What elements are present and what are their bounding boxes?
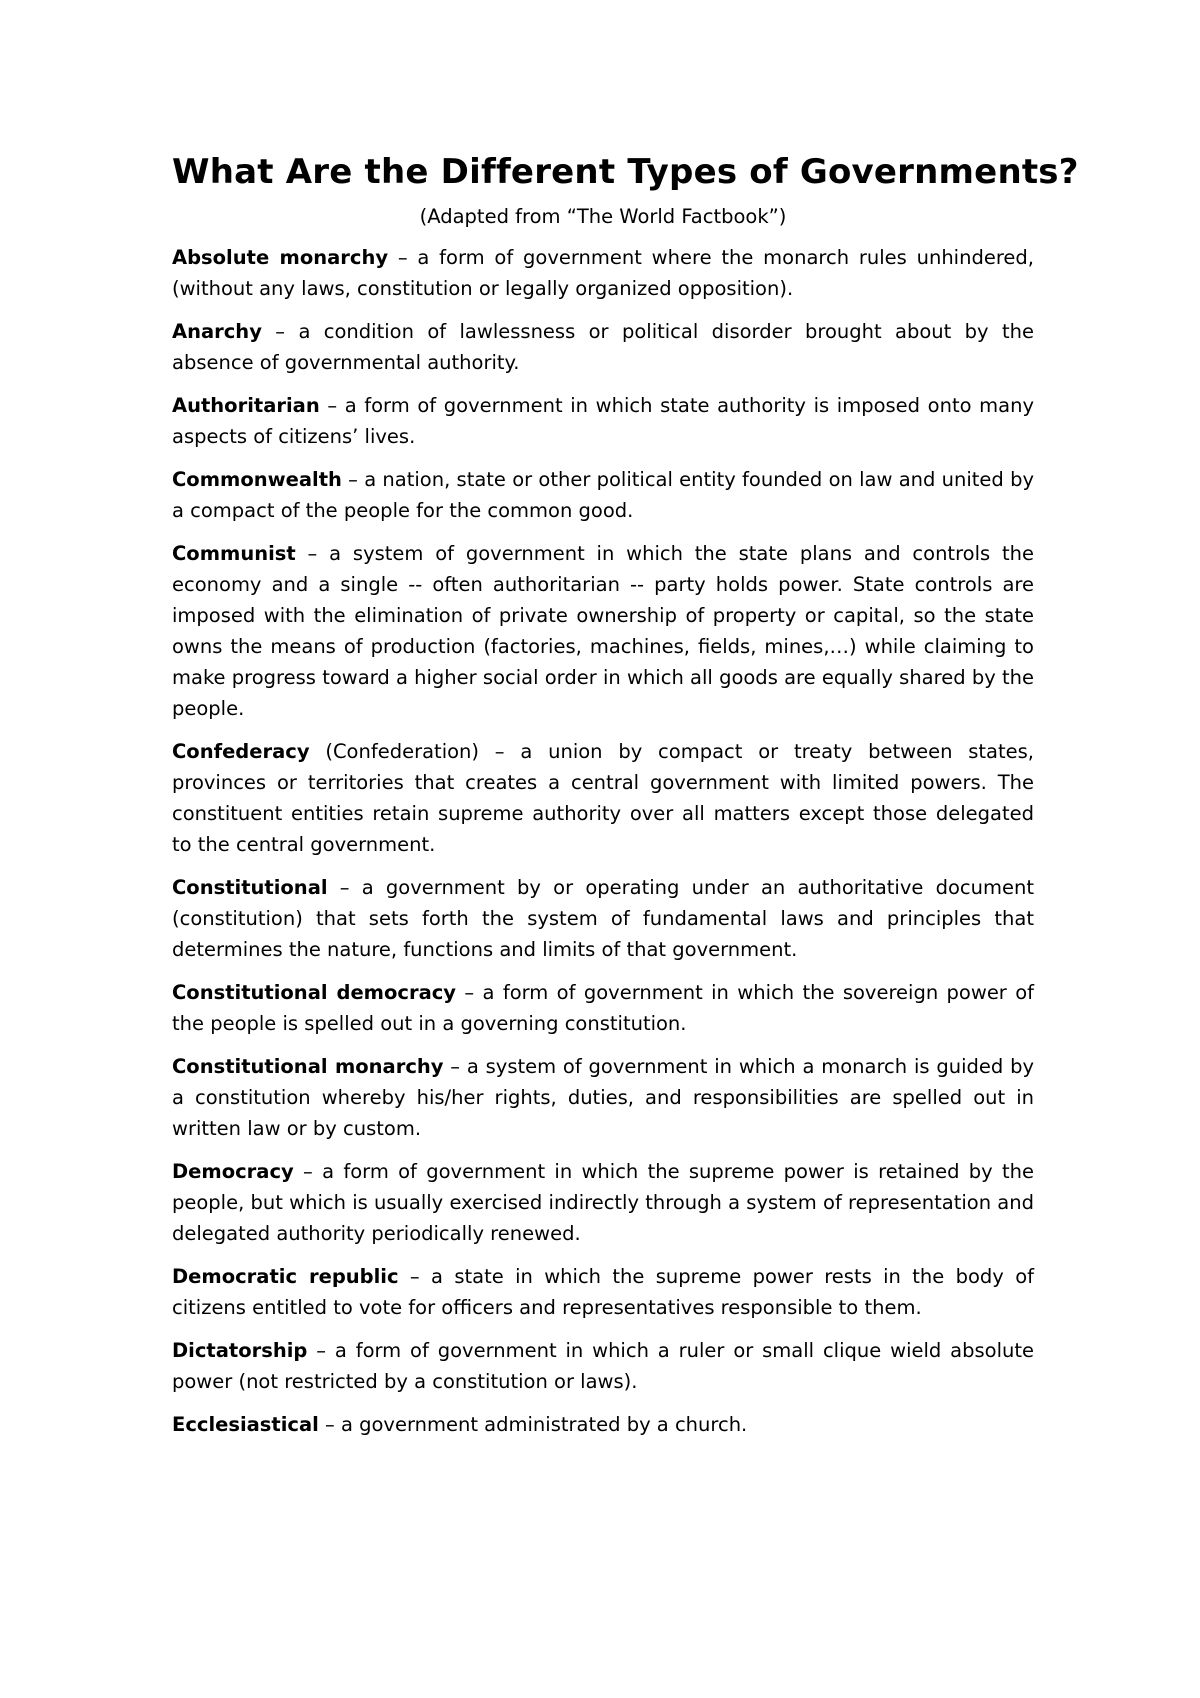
entry-definition: (Confederation) – a union by compact or treaty between states, provinces or territories that creates a central government with limited powers. The constituent entities retain supreme authority over all matters except those delegated to the central government. [172,739,1034,856]
entry-anarchy [172,316,1034,378]
document-page [172,150,1079,1452]
entry-ecclesiastical [172,1409,1034,1440]
entry-term: Constitutional monarchy [172,1054,444,1078]
entry-communist [172,538,1034,724]
entry-democracy [172,1156,1034,1249]
entry-term: Commonwealth [172,467,342,491]
entry-constitutional-democracy [172,977,1034,1039]
entry-definition: – a form of government where the monarch rules unhindered, (without any laws, constitution or legally organized opposition). [172,245,1034,300]
entry-term: Authoritarian [172,393,320,417]
entry-absolute-monarchy [172,242,1034,304]
entry-commonwealth [172,464,1034,526]
entry-dictatorship [172,1335,1034,1397]
document-subtitle: (Adapted from “The World Factbook”) [419,205,787,229]
entry-definition: – a form of government in which the supreme power is retained by the people, but which is usually exercised indirectly through a system of representation and delegated authority periodically renewed. [172,1159,1034,1245]
entry-definition: – a system of government in which a monarch is guided by a constitution whereby his/her rights, duties, and responsibilities are spelled out in written law or by custom. [172,1054,1034,1140]
entry-definition: – a nation, state or other political entity founded on law and united by a compact of the people for the common good. [172,467,1034,522]
entry-term: Democracy [172,1159,294,1183]
entry-term: Ecclesiastical [172,1412,319,1436]
entry-term: Absolute monarchy [172,245,389,269]
entry-term: Constitutional democracy [172,980,457,1004]
entry-confederacy [172,736,1034,860]
entry-definition: – a state in which the supreme power rests in the body of citizens entitled to vote for officers and representatives responsible to them. [172,1264,1034,1319]
entry-term: Anarchy [172,319,262,343]
entry-constitutional-monarchy [172,1051,1034,1144]
entry-definition: – a government by or operating under an authoritative document (constitution) that sets forth the system of fundamental laws and principles that determines the nature, functions and limits of that government. [172,875,1034,961]
entry-definition: – a condition of lawlessness or political disorder brought about by the absence of governmental authority. [172,319,1034,374]
entry-term: Democratic republic [172,1264,399,1288]
entry-term: Communist [172,541,296,565]
entry-definition: – a government administrated by a church. [318,1412,748,1436]
entry-constitutional [172,872,1034,965]
entry-democratic-republic [172,1261,1034,1323]
entry-definition: – a system of government in which the state plans and controls the economy and a single -- often authoritarian -- party holds power. State controls are imposed with the elimination of private ownership of property or capital, so the state owns the means of production (factories, machines, fields, mines,…) while claiming to make progress toward a higher social order in which all goods are equally shared by the people. [172,541,1034,720]
entry-definition: – a form of government in which state authority is imposed onto many aspects of citizens’ lives. [172,393,1034,448]
entry-definition: – a form of government in which a ruler or small clique wield absolute power (not restricted by a constitution or laws). [172,1338,1034,1393]
entry-definition: – a form of government in which the sovereign power of the people is spelled out in a governing constitution. [172,980,1034,1035]
entry-term: Constitutional [172,875,328,899]
entry-authoritarian [172,390,1034,452]
document-title: What Are the Different Types of Governments? [172,152,1079,192]
entry-term: Dictatorship [172,1338,308,1362]
entry-term: Confederacy [172,739,310,763]
